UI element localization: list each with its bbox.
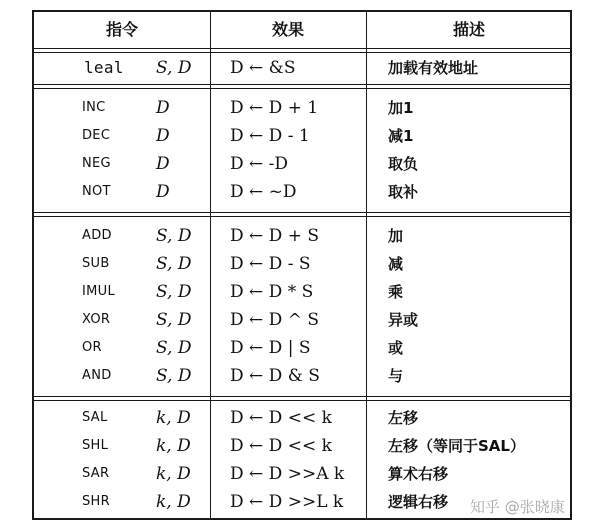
table-row [34, 94, 570, 122]
table-row [34, 178, 570, 206]
instruction-opcode: NEG [82, 156, 111, 171]
instruction-description: 或 [388, 339, 404, 357]
instruction-description: 与 [388, 367, 404, 385]
instruction-description: 取补 [388, 183, 419, 201]
group-divider [34, 212, 570, 217]
instruction-opcode: NOT [82, 184, 111, 199]
table-row [34, 306, 570, 334]
instruction-operands: S, D [156, 254, 192, 274]
instruction-operands: k, D [156, 436, 191, 456]
instruction-description: 加载有效地址 [388, 59, 479, 77]
table-row [34, 122, 570, 150]
instruction-description: 异或 [388, 311, 419, 329]
instruction-description: 左移 [388, 409, 419, 427]
instruction-description: 算术右移 [388, 465, 449, 483]
instruction-opcode: AND [82, 368, 112, 383]
instruction-effect: D ← D | S [230, 338, 311, 358]
instruction-effect: D ← D + 1 [230, 98, 319, 118]
instruction-opcode: OR [82, 340, 102, 355]
table-row [34, 54, 570, 82]
instruction-opcode: leal [84, 58, 124, 77]
instruction-operands: D [156, 182, 170, 202]
instruction-effect: D ← D >>A k [230, 464, 345, 484]
group-divider [34, 396, 570, 401]
instruction-operands: D [156, 98, 170, 118]
instruction-effect: D ← D * S [230, 282, 314, 302]
table-row [34, 278, 570, 306]
instruction-effect: D ← D ^ S [230, 310, 320, 330]
instruction-description: 加 [388, 227, 404, 245]
instruction-effect: D ← D + S [230, 226, 320, 246]
instruction-description: 乘 [388, 283, 404, 301]
instruction-effect: D ← -D [230, 154, 289, 174]
table-row [34, 222, 570, 250]
instruction-description: 减 [388, 255, 404, 273]
instruction-effect: D ← D & S [230, 366, 320, 386]
instruction-description: 左移（等同于SAL） [388, 437, 525, 455]
instruction-opcode: SAR [82, 466, 110, 481]
instruction-effect: D ← ~D [230, 182, 297, 202]
instruction-effect: D ← &S [230, 58, 296, 78]
header-divider [34, 48, 570, 53]
instruction-opcode: XOR [82, 312, 111, 327]
instruction-operands: D [156, 154, 170, 174]
group-divider [34, 84, 570, 89]
instruction-opcode: DEC [82, 128, 111, 143]
header-description: 描述 [452, 20, 485, 39]
instruction-description: 取负 [388, 155, 419, 173]
watermark: 知乎 @张晓康 [470, 498, 565, 516]
instruction-description: 加1 [388, 99, 414, 117]
table-row [34, 432, 570, 460]
instruction-opcode: SUB [82, 256, 110, 271]
instruction-effect: D ← D << k [230, 436, 332, 456]
header-effect: 效果 [271, 20, 304, 39]
table-row [34, 404, 570, 432]
instruction-effect: D ← D - S [230, 254, 311, 274]
instruction-operands: k, D [156, 492, 191, 512]
instruction-operands: S, D [156, 282, 192, 302]
instruction-description: 逻辑右移 [388, 493, 449, 511]
table-row [34, 460, 570, 488]
instruction-opcode: SAL [82, 410, 108, 425]
instruction-operands: k, D [156, 464, 191, 484]
instruction-table [32, 10, 572, 520]
table-row [34, 250, 570, 278]
instruction-operands: S, D [156, 226, 192, 246]
instruction-operands: k, D [156, 408, 191, 428]
instruction-opcode: ADD [82, 228, 112, 243]
table-row [34, 362, 570, 390]
table-row [34, 150, 570, 178]
instruction-opcode: SHL [82, 438, 109, 453]
table-row [34, 334, 570, 362]
instruction-operands: S, D [156, 58, 192, 78]
instruction-opcode: SHR [82, 494, 110, 509]
instruction-opcode: IMUL [82, 284, 116, 299]
instruction-operands: S, D [156, 338, 192, 358]
header-instruction: 指令 [105, 20, 138, 39]
instruction-operands: D [156, 126, 170, 146]
instruction-effect: D ← D >>L k [230, 492, 344, 512]
instruction-effect: D ← D << k [230, 408, 332, 428]
instruction-operands: S, D [156, 366, 192, 386]
instruction-opcode: INC [82, 100, 106, 115]
instruction-description: 减1 [388, 127, 414, 145]
instruction-effect: D ← D - 1 [230, 126, 310, 146]
instruction-operands: S, D [156, 310, 192, 330]
